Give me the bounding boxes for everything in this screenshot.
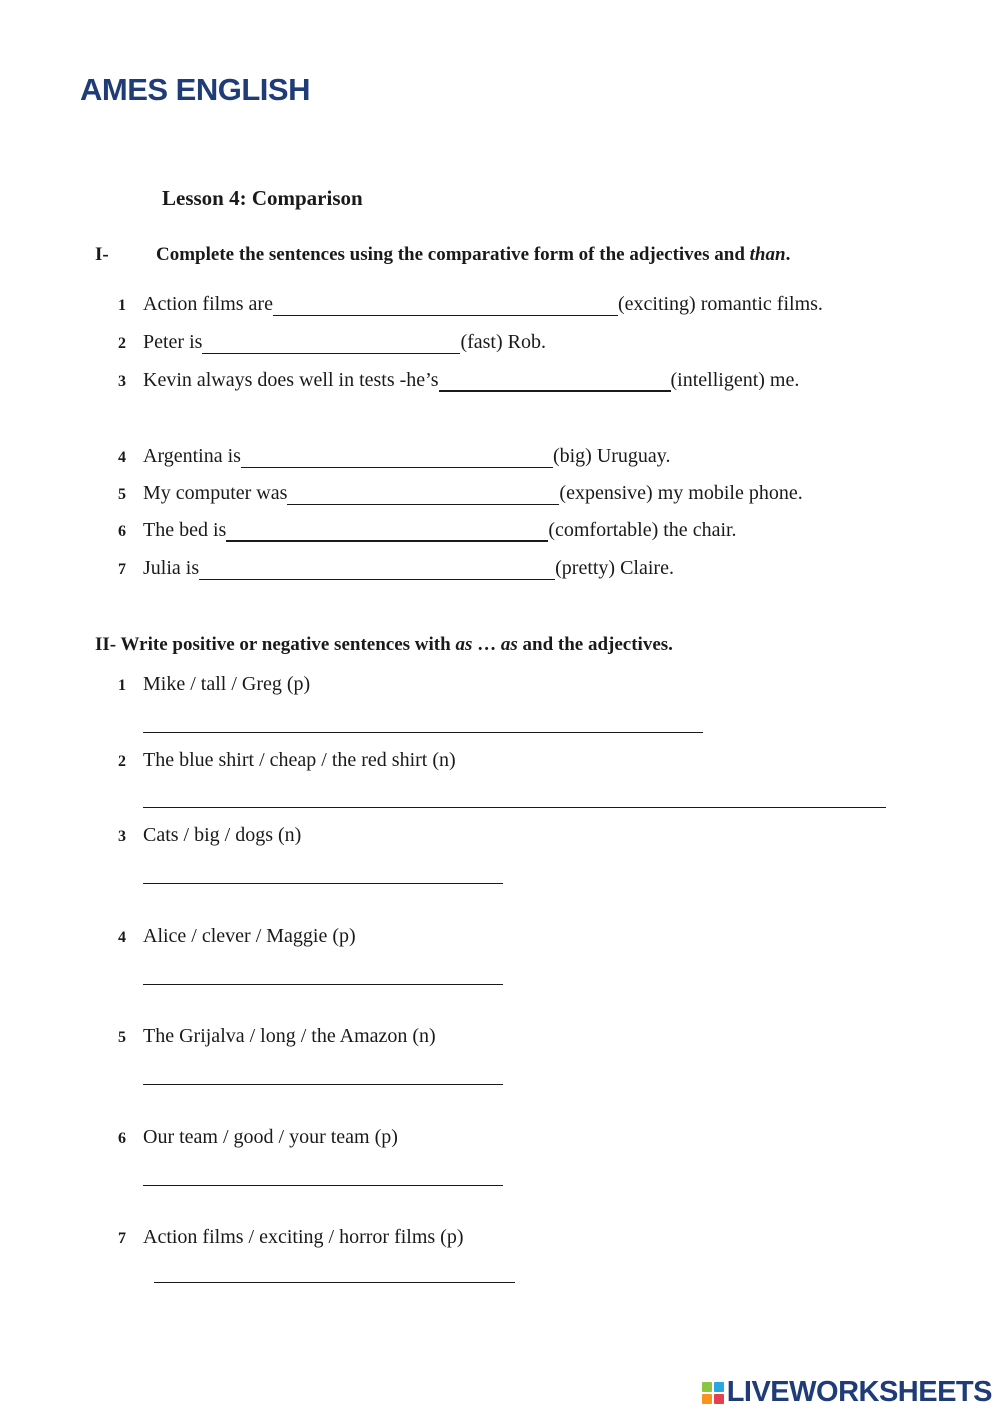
item-number: 3 — [118, 373, 126, 390]
section-1-instruction-end: . — [785, 244, 791, 265]
sentence-text: (exciting) romantic films. — [617, 293, 823, 315]
answer-blank-3[interactable] — [439, 370, 671, 392]
sentence-3 — [143, 369, 799, 392]
lesson-title: Lesson 4: Comparison — [162, 186, 363, 210]
item-number: 7 — [118, 561, 126, 578]
sentence-2 — [143, 331, 546, 354]
answer-line-5[interactable] — [143, 1084, 503, 1085]
sentence-1 — [143, 293, 823, 316]
section-2-ellipsis: … — [472, 634, 501, 655]
item-number: 5 — [118, 1029, 126, 1046]
section-1-instruction — [156, 244, 790, 266]
item-number: 1 — [118, 677, 126, 694]
prompt-7: Action films / exciting / horror films (p) — [143, 1226, 464, 1248]
answer-blank-1[interactable] — [273, 295, 618, 316]
prompt-3: Cats / big / dogs (n) — [143, 824, 302, 846]
item-number: 6 — [118, 523, 126, 540]
section-2-as-2: as — [500, 634, 518, 655]
sentence-text: (intelligent) me. — [670, 369, 800, 391]
answer-line-3[interactable] — [143, 883, 503, 884]
sentence-text: Action films are — [143, 293, 273, 315]
item-number: 3 — [118, 828, 126, 845]
item-number: 6 — [118, 1130, 126, 1147]
item-number: 2 — [118, 753, 126, 770]
answer-blank-4[interactable] — [241, 447, 553, 468]
answer-blank-2[interactable] — [202, 333, 460, 354]
item-number: 4 — [118, 449, 126, 466]
brand-logo-text: AMES ENGLISH — [80, 72, 310, 107]
sentence-text: (expensive) my mobile phone. — [559, 482, 803, 504]
sentence-text: Julia is — [143, 557, 200, 579]
sentence-7 — [143, 557, 674, 580]
item-number: 1 — [118, 297, 126, 314]
section-1-instruction-italic: than — [749, 244, 786, 265]
sentence-5 — [143, 482, 803, 505]
section-1-number: I- — [95, 244, 109, 265]
prompt-6: Our team / good / your team (p) — [143, 1126, 398, 1148]
section-1-instruction-text: Complete the sentences using the comparative form of the adjectives and — [156, 244, 750, 265]
sentence-text: (fast) Rob. — [460, 331, 546, 353]
sentence-text: (pretty) Claire. — [555, 557, 674, 579]
sentence-text: The bed is — [143, 519, 227, 541]
prompt-1: Mike / tall / Greg (p) — [143, 673, 311, 695]
item-number: 7 — [118, 1230, 126, 1247]
liveworksheets-logo — [702, 1376, 992, 1409]
answer-blank-5[interactable] — [287, 484, 559, 505]
answer-blank-7[interactable] — [199, 559, 555, 580]
liveworksheets-wordmark: LIVEWORKSHEETS — [726, 1376, 992, 1408]
answer-line-1[interactable] — [143, 732, 703, 733]
section-2-as-1: as — [455, 634, 473, 655]
sentence-text: (big) Uruguay. — [552, 445, 671, 467]
sentence-text: My computer was — [143, 482, 288, 504]
item-number: 5 — [118, 486, 126, 503]
item-number: 2 — [118, 335, 126, 352]
answer-line-7[interactable] — [154, 1282, 515, 1283]
sentence-text: Argentina is — [143, 445, 241, 467]
answer-line-4[interactable] — [143, 984, 503, 985]
sentence-text: Peter is — [143, 331, 203, 353]
section-2-instruction-end: and the adjectives. — [517, 634, 673, 655]
liveworksheets-icon — [702, 1382, 724, 1404]
prompt-5: The Grijalva / long / the Amazon (n) — [143, 1025, 436, 1047]
section-2-instruction — [95, 634, 673, 656]
prompt-2: The blue shirt / cheap / the red shirt (n) — [143, 749, 456, 771]
section-2-instruction-text: II- Write positive or negative sentences with — [95, 634, 456, 655]
prompt-4: Alice / clever / Maggie (p) — [143, 925, 356, 947]
answer-line-2[interactable] — [143, 807, 886, 808]
sentence-6 — [143, 519, 737, 542]
sentence-text: Kevin always does well in tests -he’s — [143, 369, 439, 391]
sentence-text: (comfortable) the chair. — [548, 519, 737, 541]
item-number: 4 — [118, 929, 126, 946]
sentence-4 — [143, 445, 671, 468]
answer-blank-6[interactable] — [226, 520, 548, 542]
answer-line-6[interactable] — [143, 1185, 503, 1186]
